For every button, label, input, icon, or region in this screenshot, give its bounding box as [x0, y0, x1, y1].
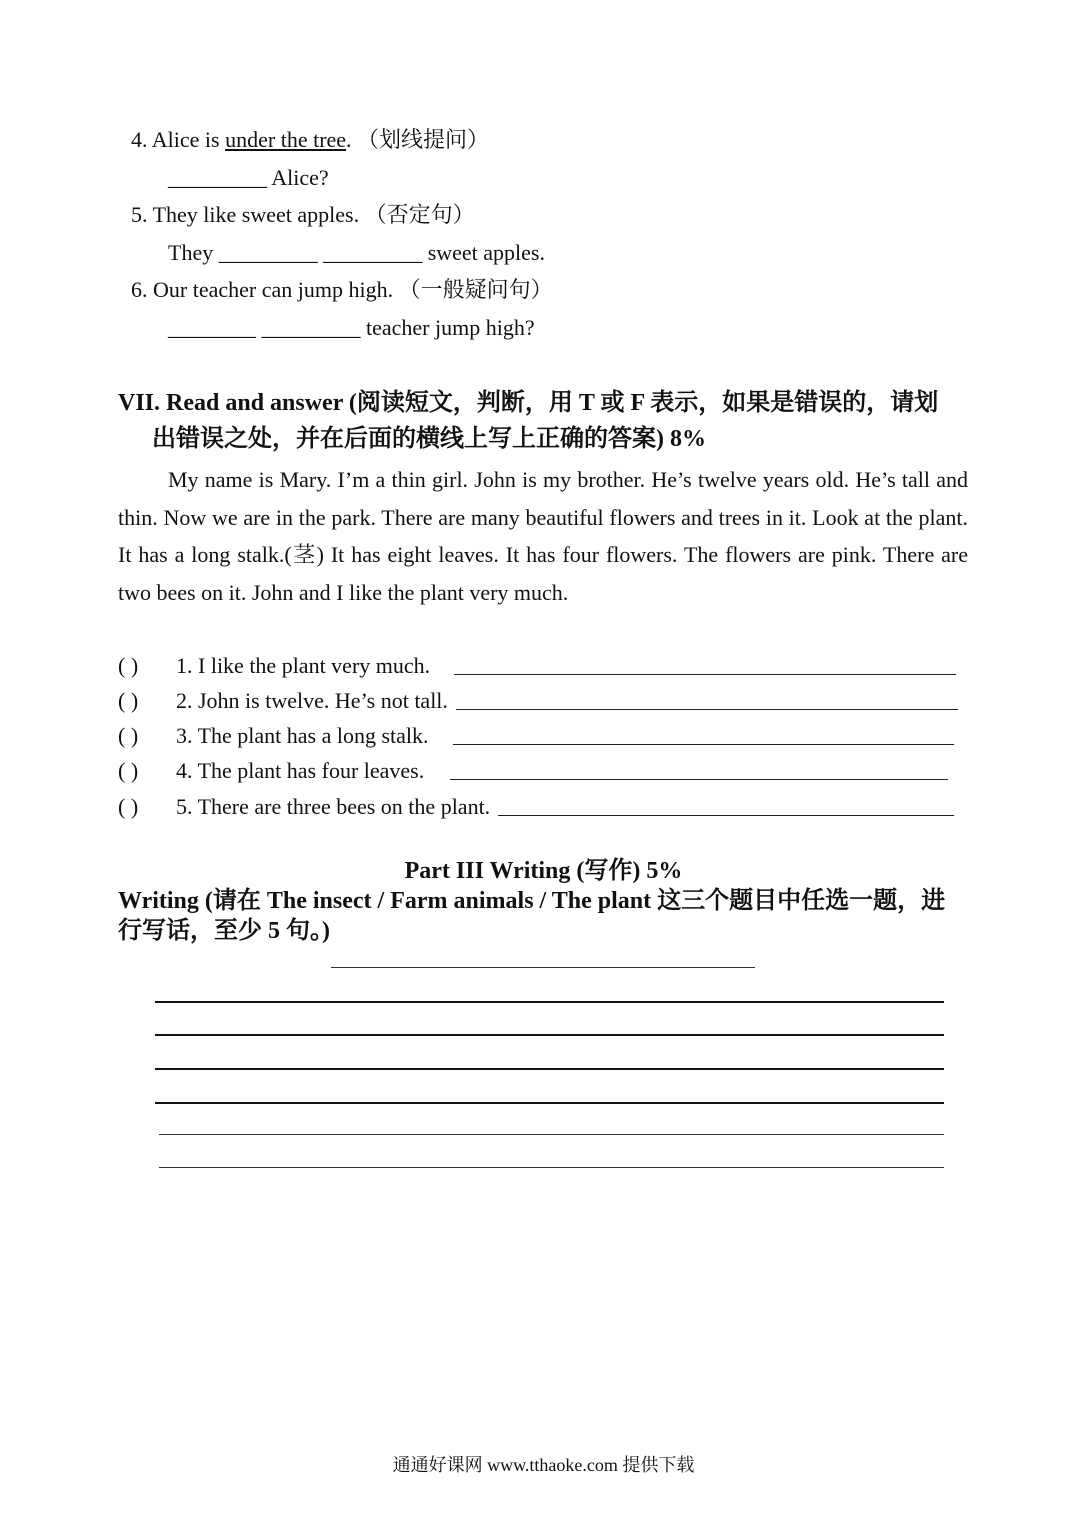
- question-5: 5. They like sweet apples. （否定句）: [131, 202, 475, 227]
- tf-item-5-answer-line[interactable]: [498, 793, 954, 816]
- tf-item-3-paren[interactable]: ( ): [118, 723, 139, 748]
- page-footer: 通通好课网 www.tthaoke.com 提供下载: [392, 1455, 695, 1475]
- question-4-prefix: 4. Alice is: [131, 127, 226, 152]
- question-4: [131, 126, 489, 154]
- tf-item-2: [118, 687, 968, 715]
- tf-item-4: [118, 757, 968, 785]
- question-4-underlined-phrase: under the tree: [225, 127, 347, 152]
- question-6: 6. Our teacher can jump high. （一般疑问句）: [131, 277, 553, 302]
- question-4-answer-line[interactable]: _________ Alice?: [168, 165, 329, 190]
- tf-item-2-answer-line[interactable]: [456, 687, 958, 710]
- writing-line-3[interactable]: [155, 1068, 944, 1070]
- tf-item-1-paren[interactable]: ( ): [118, 653, 139, 678]
- section-7-heading-line2: 出错误之处，并在后面的横线上写上正确的答案) 8%: [152, 426, 706, 452]
- tf-item-4-paren[interactable]: ( ): [118, 758, 139, 783]
- tf-item-3-answer-line[interactable]: [453, 722, 954, 745]
- tf-item-4-answer-line[interactable]: [450, 757, 948, 780]
- tf-item-5-text: 5. There are three bees on the plant.: [176, 794, 491, 819]
- question-4-suffix: . （划线提问）: [346, 127, 490, 152]
- writing-line-4[interactable]: [155, 1102, 944, 1104]
- tf-item-1-text: 1. I like the plant very much.: [176, 653, 431, 678]
- writing-title-line[interactable]: [331, 967, 755, 968]
- tf-item-3: [118, 722, 968, 750]
- writing-line-6[interactable]: [159, 1167, 944, 1168]
- tf-item-5-paren[interactable]: ( ): [118, 794, 139, 819]
- tf-item-2-paren[interactable]: ( ): [118, 688, 139, 713]
- writing-line-2[interactable]: [155, 1034, 944, 1036]
- tf-item-5: [118, 793, 968, 821]
- tf-item-1: [118, 652, 968, 680]
- tf-item-2-text: 2. John is twelve. He’s not tall.: [176, 688, 448, 713]
- tf-item-1-answer-line[interactable]: [454, 652, 956, 675]
- section-7-heading-line1: VII. Read and answer (阅读短文，判断，用 T 或 F 表示，如果是错误的，请划: [118, 390, 939, 416]
- tf-item-3-text: 3. The plant has a long stalk.: [176, 723, 429, 748]
- question-6-answer-line[interactable]: ________ _________ teacher jump high?: [168, 315, 535, 340]
- question-5-answer-line[interactable]: They _________ _________ sweet apples.: [168, 240, 545, 265]
- reading-passage: My name is Mary. I’m a thin girl. John is my brother. He’s twelve years old. He’s tall and thin. Now we are in the park. There are many beautiful flowers and trees in it. Look at the plant. It has a long stalk.(茎) It has eight leaves. It has four flowers. The flowers are pink. There are two bees on it. John and I like the plant very much.: [118, 467, 968, 605]
- part-3-title: Part III Writing (写作) 5%: [404, 858, 683, 884]
- writing-line-5[interactable]: [159, 1134, 944, 1135]
- tf-item-4-text: 4. The plant has four leaves.: [176, 758, 425, 783]
- writing-instruction-line2: 行写话，至少 5 句。): [118, 918, 330, 944]
- writing-instruction-line1: Writing (请在 The insect / Farm animals / The plant 这三个题目中任选一题，进: [118, 888, 946, 914]
- writing-line-1[interactable]: [155, 1001, 944, 1003]
